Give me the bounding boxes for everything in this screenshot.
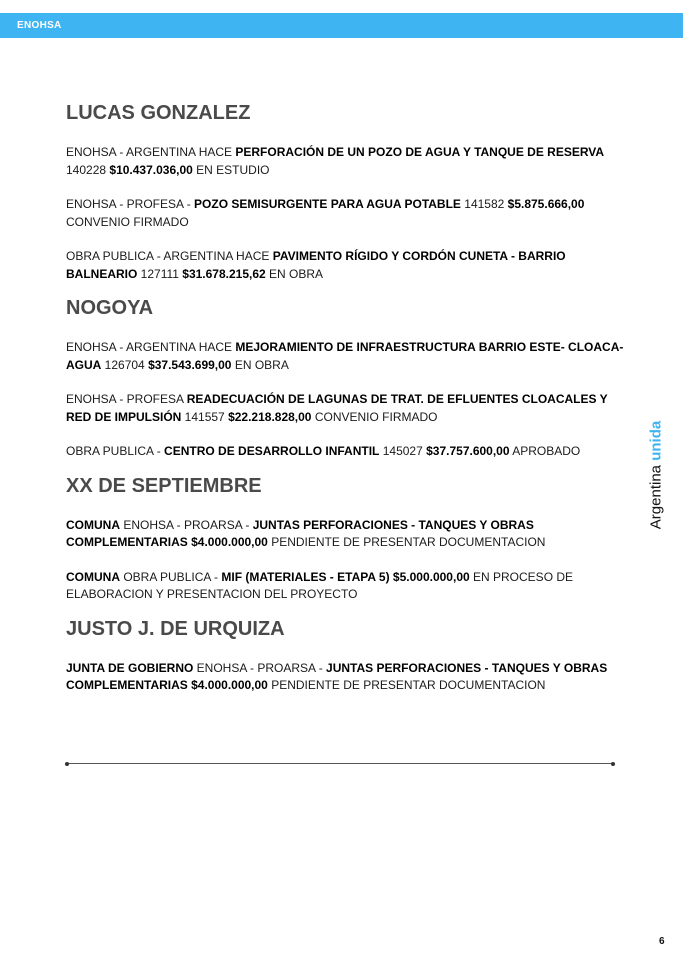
brand-text-unida: unida xyxy=(647,420,665,461)
page-number: 6 xyxy=(659,936,665,947)
project-entry: JUNTA DE GOBIERNO ENOHSA - PROARSA - JUNTAS PERFORACIONES - TANQUES Y OBRAS COMPLEMENTARIAS $4.000.000,00 PENDIENTE DE PRESENTAR DOCUMENTACION xyxy=(66,660,608,692)
section-title: LUCAS GONZALEZ xyxy=(66,102,251,124)
brand-text-argentina: Argentina xyxy=(647,464,665,530)
project-entry: ENOHSA - PROFESA - POZO SEMISURGENTE PARA AGUA POTABLE 141582 $5.875.666,00 CONVENIO FIRMADO xyxy=(66,197,585,229)
project-entry: OBRA PUBLICA - CENTRO DE DESARROLLO INFANTIL 145027 $37.757.600,00 APROBADO xyxy=(66,444,581,458)
section-title: JUSTO J. DE URQUIZA xyxy=(66,617,285,640)
project-entry: ENOHSA - ARGENTINA HACE MEJORAMIENTO DE INFRAESTRUCTURA BARRIO ESTE- CLOACA-AGUA 126704 $37.543.699,00 EN OBRA xyxy=(66,340,624,372)
header-label: ENOHSA xyxy=(17,20,62,31)
brand-logo xyxy=(644,420,668,530)
project-entry: COMUNA ENOHSA - PROARSA - JUNTAS PERFORACIONES - TANQUES Y OBRAS COMPLEMENTARIAS $4.000.000,00 PENDIENTE DE PRESENTAR DOCUMENTACION xyxy=(66,517,546,549)
project-entry: COMUNA OBRA PUBLICA - MIF (MATERIALES - ETAPA 5) $5.000.000,00 EN PROCESO DE ELABORACION Y PRESENTACION DEL PROYECTO xyxy=(66,569,574,601)
footer-divider xyxy=(66,763,614,764)
section-title: XX DE SEPTIEMBRE xyxy=(66,474,262,497)
project-entry: ENOHSA - PROFESA READECUACIÓN DE LAGUNAS DE TRAT. DE EFLUENTES CLOACALES Y RED DE IMPULSIÓN 141557 $22.218.828,00 CONVENIO FIRMADO xyxy=(66,392,608,424)
main-content xyxy=(66,98,626,695)
section-title: NOGOYA xyxy=(66,297,154,319)
project-entry: ENOHSA - ARGENTINA HACE PERFORACIÓN DE UN POZO DE AGUA Y TANQUE DE RESERVA 140228 $10.437.036,00 EN ESTUDIO xyxy=(66,145,605,177)
project-entry: OBRA PUBLICA - ARGENTINA HACE PAVIMENTO RÍGIDO Y CORDÓN CUNETA - BARRIO BALNEARIO 127111 $31.678.215,62 EN OBRA xyxy=(66,249,566,281)
header-bar xyxy=(0,13,683,38)
